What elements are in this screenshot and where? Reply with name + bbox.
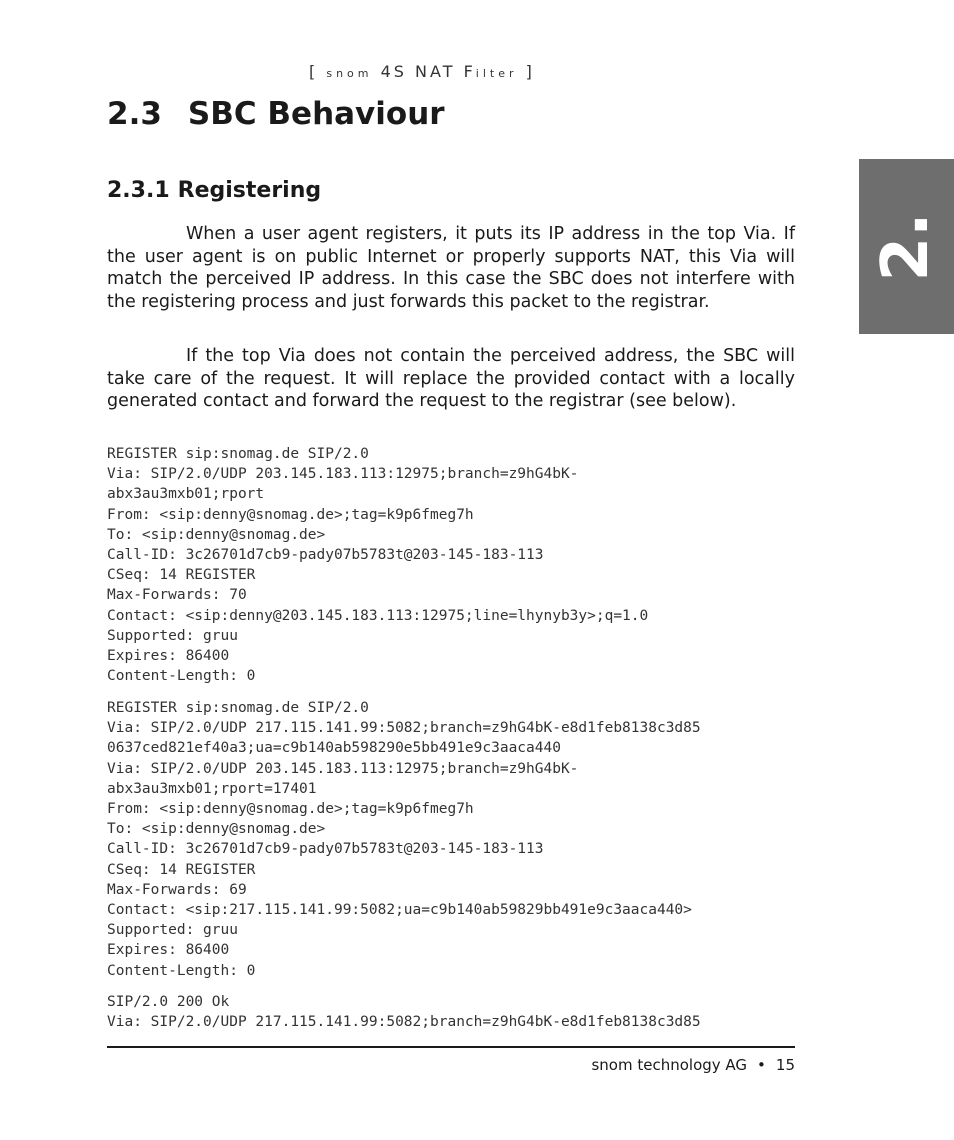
subsection-title: Registering — [177, 178, 322, 203]
header-word-product: 4S NAT — [380, 62, 456, 81]
section-title: SBC Behaviour — [187, 96, 445, 132]
page-footer — [591, 1056, 795, 1074]
subsection-number: 2.3.1 — [107, 178, 170, 203]
footer-page-number: 15 — [775, 1056, 795, 1074]
chapter-tab — [859, 159, 954, 334]
footer-company: snom technology AG — [591, 1056, 748, 1074]
header-word-snom: snom — [326, 67, 373, 80]
section-heading — [107, 96, 445, 132]
paragraph-perceived-address: If the top Via does not contain the perceived address, the SBC will take care of the request. It will replace the provided contact with a locally generated contact and forward the request to the registrar (see below). — [107, 346, 795, 411]
header-open-bracket: [ — [309, 62, 319, 81]
paragraph-registering-intro: When a user agent registers, it puts its IP address in the top Via. If the user agent is on public Internet or properly supports NAT, this Via will match the perceived IP address. In this case the SBC does not interfere with the registering process and just forwards this packet to the registrar. — [107, 224, 795, 312]
footer-bullet: • — [757, 1056, 766, 1074]
sip-register-forwarded: REGISTER sip:snomag.de SIP/2.0 Via: SIP/2.0/UDP 217.115.141.99:5082;branch=z9hG4bK-e8d1feb8138c3d85 0637ced821ef40a3;ua=c9b140ab598290e5bb491e9c3aaca440 Via: SIP/2.0/UDP 203.145.183.113:12975;branch=z9hG4bK- abx3au3mxb01;rport=17401 From: <sip:denny@snomag.de>;tag=k9p6fmeg7h To: <sip:denny@snomag.de> Call-ID: 3c26701d7cb9-pady07b5783t@203-145-183-113 CSeq: 14 REGISTER Max-Forwards: 69 Contact: <sip:217.115.141.99:5082;ua=c9b140ab59829bb491e9c3aaca440> Supported: gruu Expires: 86400 Content-Length: 0 — [107, 700, 701, 979]
footer-rule — [107, 1046, 795, 1048]
subsection-heading — [107, 178, 321, 203]
header-word-filter-cap: F — [463, 62, 476, 81]
header-close-bracket: ] — [525, 62, 535, 81]
running-header — [309, 62, 535, 81]
section-number: 2.3 — [107, 96, 162, 132]
header-word-filter-rest: ilter — [475, 67, 518, 80]
sip-200-ok: SIP/2.0 200 Ok Via: SIP/2.0/UDP 217.115.141.99:5082;branch=z9hG4bK-e8d1feb8138c3d85 — [107, 994, 701, 1031]
sip-register-original: REGISTER sip:snomag.de SIP/2.0 Via: SIP/2.0/UDP 203.145.183.113:12975;branch=z9hG4bK- abx3au3mxb01;rport From: <sip:denny@snomag.de>;tag=k9p6fmeg7h To: <sip:denny@snomag.de> Call-ID: 3c26701d7cb9-pady07b5783t@203-145-183-113 CSeq: 14 REGISTER Max-Forwards: 70 Contact: <sip:denny@203.145.183.113:12975;line=lhynyb3y>;q=1.0 Supported: gruu Expires: 86400 Content-Length: 0 — [107, 446, 649, 685]
chapter-tab-label: 2. — [869, 212, 943, 282]
